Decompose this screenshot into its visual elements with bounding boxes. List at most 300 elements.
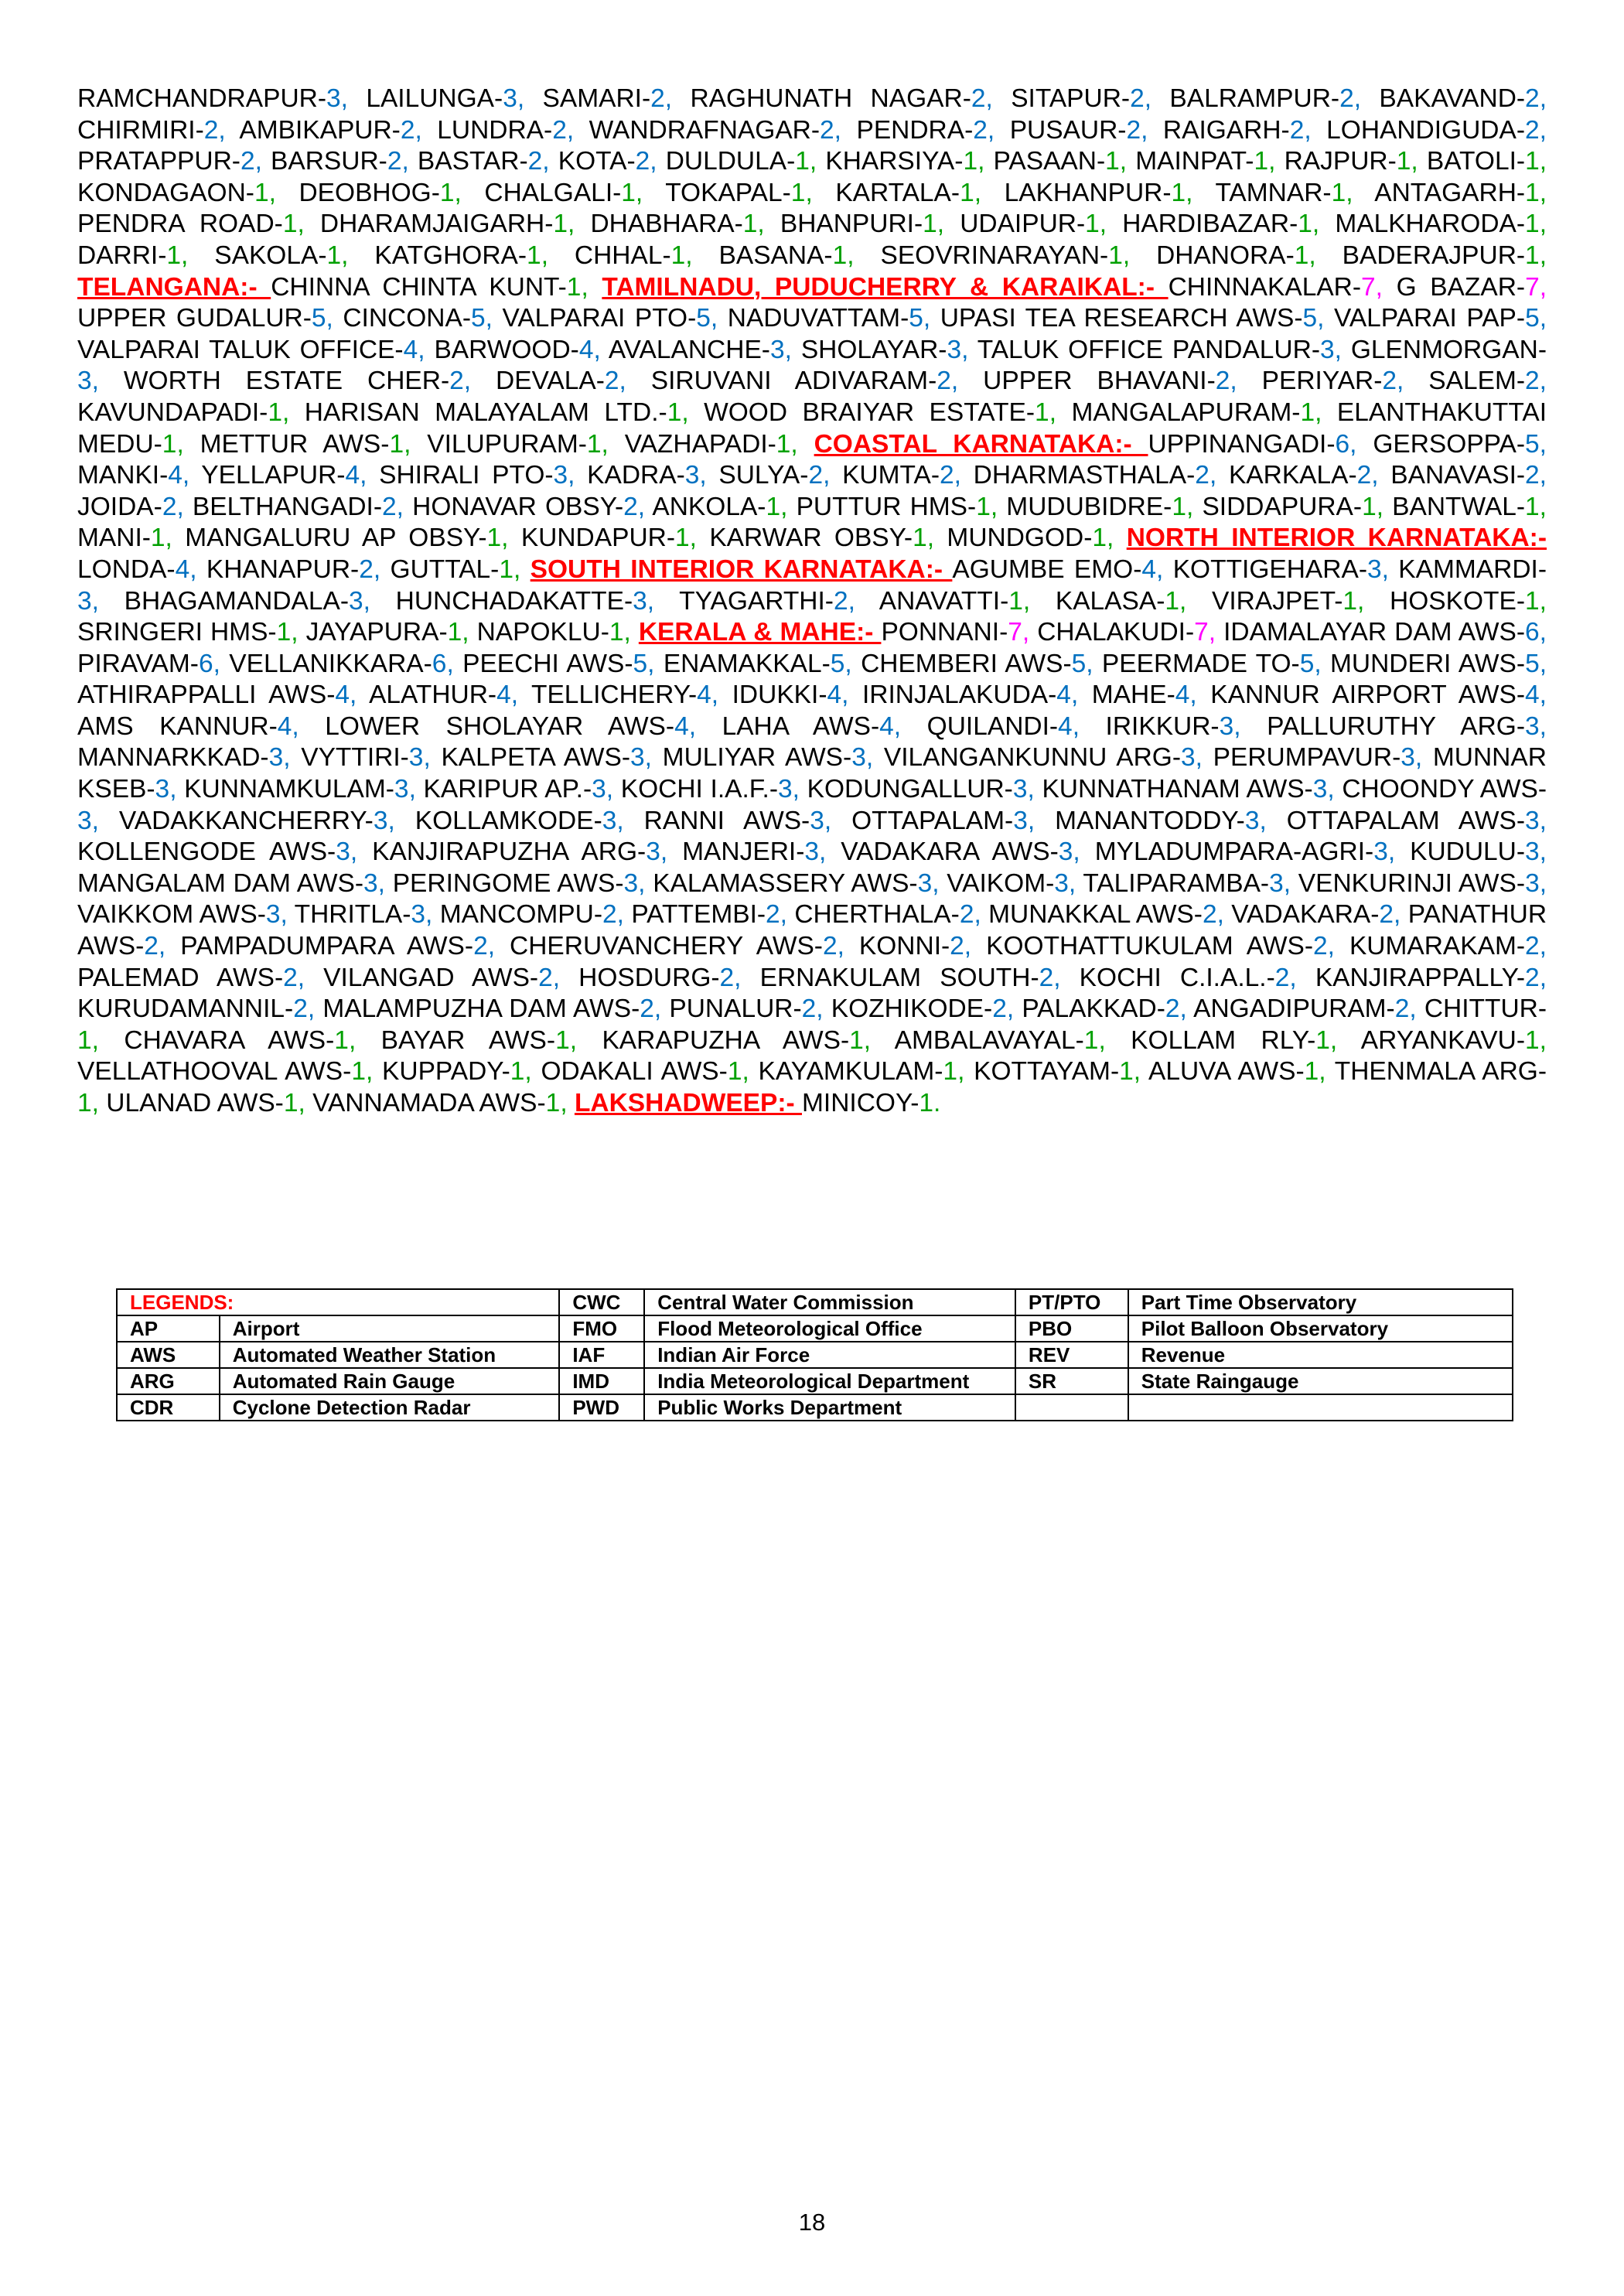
rainfall-value: 1 [727,1057,742,1087]
rainfall-value: 1 [510,1057,525,1087]
rainfall-value: 3 [373,806,388,835]
station-entry [271,147,401,176]
rainfall-value: 2 [635,147,650,176]
station-name: VELLATHOOVAL AWS- [77,1057,352,1087]
station-name: PALAKKAD- [1022,994,1165,1024]
rainfall-value: 1 [1304,1057,1319,1087]
station-entry [393,869,638,898]
station-entry [1156,241,1308,270]
rainfall-value: 1 [1300,397,1315,427]
station-name: PANATHUR AWS- [77,900,1547,961]
station-entry [1006,493,1186,521]
station-entry [974,461,1209,490]
station-name: OTTAPALAM- [851,806,1014,835]
station-entry [856,116,987,145]
station-entry [881,618,1022,646]
legend-abbr: ARG [117,1368,220,1394]
station-entry [1010,116,1141,145]
station-name: DHANORA- [1156,241,1295,270]
rainfall-value: 3 [630,743,645,773]
station-entry [427,430,601,459]
rainfall-value: 3 [684,461,700,490]
rainfall-value: 2 [820,115,834,145]
station-entry [229,650,446,678]
station-entry [312,1089,560,1117]
station-name: MINICOY- [801,1089,919,1117]
rainfall-value: 3 [77,586,92,616]
station-name: CINCONA- [343,304,471,333]
station-name: SULYA- [718,461,809,490]
station-entry [77,304,326,333]
station-name: CHAVARA AWS- [124,1025,335,1055]
station-entry [859,932,964,960]
station-name: RAIGARH- [1162,115,1290,145]
station-name: IRIKKUR- [1105,711,1220,741]
station-name: VALPARAI TALUK OFFICE- [77,335,404,364]
station-name: KARTALA- [835,178,960,207]
station-name: VAIKOM- [947,868,1055,898]
rainfall-value: 1 [674,524,690,553]
station-name: AMBIKAPUR- [239,115,401,145]
station-name: MYLADUMPARA-AGRI- [1094,838,1374,867]
rainfall-value: 1 [849,1025,864,1055]
station-entry [1428,367,1539,395]
station-entry [994,147,1120,176]
station-name: BARSUR- [271,147,387,176]
station-entry [1213,743,1415,772]
station-name: TALIPARAMBA- [1083,868,1270,898]
station-entry [1055,807,1259,835]
station-entry [732,681,842,709]
station-entry [895,1026,1099,1055]
rainfall-value: 3 [1054,868,1069,898]
station-name: KURUDAMANNIL- [77,994,294,1024]
station-entry [1315,964,1540,992]
rainfall-value: 2 [992,994,1007,1024]
station-entry [841,838,1073,866]
station-name: SHIRALI PTO- [379,461,554,490]
rainfall-value: 7 [1194,618,1209,647]
station-entry [418,147,542,176]
rainfall-value: 4 [277,711,292,741]
station-name: AMBALAVAYAL- [894,1025,1084,1055]
station-name: KOZHIKODE- [831,994,993,1024]
station-entry [462,650,647,678]
legend-desc: Central Water Commission [644,1289,1015,1315]
station-name: SALEM- [1428,367,1526,396]
station-name: QUILANDI- [926,711,1059,741]
rainfall-value: 2 [283,963,298,992]
legend-abbr: IAF [559,1342,644,1368]
station-name: LAHA AWS- [722,711,880,741]
rainfall-value: 4 [1525,681,1540,710]
station-entry [1071,398,1315,427]
station-name: BATOLI- [1426,147,1526,176]
rainfall-value: 3 [265,900,281,930]
station-name: DEOBHOG- [299,178,440,207]
station-entry [1231,900,1394,929]
station-name: PASAAN- [993,147,1106,176]
rainfall-value: 5 [909,304,923,333]
station-entry [974,1057,1134,1086]
station-entry [1379,84,1539,113]
station-entry [862,681,1071,709]
rainfall-value: 4 [1175,681,1190,710]
station-name: ELANTHAKUTTAI MEDU- [77,397,1547,459]
rainfall-value: 1 [1171,178,1186,207]
station-entry [1210,681,1539,709]
station-entry [531,681,711,709]
rainfall-value: 1 [447,618,462,647]
station-entry [947,869,1069,898]
station-name: ANAVATTI- [879,586,1009,616]
station-name: KARAPUZHA AWS- [602,1025,850,1055]
station-name: BARWOOD- [434,335,579,364]
rainfall-value: 3 [1012,775,1028,804]
rainfall-value: 2 [719,963,735,992]
station-name: KANNUR AIRPORT AWS- [1210,681,1526,710]
station-name: THENMALA ARG- [1334,1057,1547,1087]
station-entry [589,116,834,145]
rainfall-value: 3 [1013,806,1028,835]
station-name: KARWAR OBSY- [709,524,913,553]
rainfall-value: 3 [592,775,606,804]
station-name: VILANGANKUNNU ARG- [883,743,1181,773]
legend-desc: Flood Meteorological Office [644,1315,1015,1342]
station-entry [780,210,937,238]
station-entry [1334,304,1540,333]
station-name: VIRAJPET- [1212,586,1343,616]
station-name: CHERTHALA- [794,900,960,930]
station-entry [663,743,866,772]
rainfall-value: 5 [1299,649,1315,678]
station-entry [496,367,619,395]
rainfall-value: 2 [359,554,374,584]
station-name: TELLICHERY- [531,681,698,710]
station-entry [77,461,183,490]
station-name: MANJERI- [682,838,805,867]
station-name: BANAVASI- [1390,461,1526,490]
station-name: VADAKKANCHERRY- [118,806,374,835]
legend-desc: Public Works Department [644,1394,1015,1421]
rainfall-value: 4 [345,461,360,490]
station-name: HARDIBAZAR- [1122,210,1298,239]
station-entry [299,179,454,207]
station-entry [831,994,1007,1023]
rainfall-value: 1 [1105,147,1120,176]
station-entry [1298,869,1540,898]
station-name: PERUMPAVUR- [1213,743,1401,773]
rainfall-value: 5 [1525,649,1540,678]
rainfall-value: 1 [609,618,624,647]
station-name: KOLLAMKODE- [415,806,602,835]
station-entry [1349,932,1540,960]
station-entry [125,587,363,616]
rainfall-value: 1 [1525,1025,1540,1055]
station-entry [343,304,485,333]
station-entry [1374,179,1539,207]
station-name: VANNAMADA AWS- [312,1089,546,1117]
rainfall-value: 1 [670,241,686,270]
station-name: KUNNAMKULAM- [184,775,394,804]
station-entry [1092,681,1190,709]
station-entry [842,461,954,490]
legend-desc: State Raingauge [1128,1368,1513,1394]
station-entry [77,336,418,364]
rainfall-value: 6 [198,649,213,678]
legend-desc: Automated Weather Station [220,1342,560,1368]
station-entry [180,932,488,960]
station-name: THRITLA- [294,900,411,930]
station-name: KOCHI I.A.F.- [620,775,778,804]
rainfall-value: 1 [527,241,541,270]
station-entry [625,430,791,459]
station-name: VAIKKOM AWS- [77,900,266,930]
rainfall-value: 7 [1008,618,1022,647]
station-name: GUTTAL- [390,554,500,584]
station-name: VADAKARA- [1231,900,1380,930]
station-name: PRATAPPUR- [77,147,241,176]
station-entry [1287,807,1540,835]
station-name: BHAGAMANDALA- [124,586,350,616]
station-name: DARRI- [77,241,167,270]
station-name: UPPER BHAVANI- [983,367,1216,396]
station-entry [77,524,165,552]
station-name: AMS KANNUR- [77,711,278,741]
station-entry [77,650,213,678]
station-entry [621,775,793,803]
station-entry [200,430,404,459]
rainfall-value: 2 [552,115,567,145]
station-entry [1229,461,1371,490]
station-entry [437,116,567,145]
rainfall-value: 2 [203,115,219,145]
rainfall-value: 2 [449,367,464,396]
rainfall-value: 4 [1058,711,1073,741]
rainfall-value: 1 [976,492,991,521]
station-name: KOTTAYAM- [974,1057,1120,1087]
station-entry [835,179,974,207]
rainfall-value: 1 [499,554,513,584]
rainfall-value: 2 [400,115,415,145]
station-name: SRINGERI HMS- [77,618,277,647]
rainfall-value: 2 [650,84,665,113]
rainfall-value: 1 [1083,1025,1099,1055]
station-entry [325,712,688,741]
station-name: RAGHUNATH NAGAR- [690,84,971,113]
rainfall-value: 2 [1394,994,1410,1024]
legend-desc [1128,1394,1513,1421]
legend-desc: Automated Rain Gauge [220,1368,560,1394]
rainfall-value: 3 [77,367,92,396]
station-entry [77,743,283,772]
rainfall-value: 1 [283,1089,299,1117]
station-entry [709,524,926,552]
station-name: DHARMASTHALA- [973,461,1196,490]
station-name: BHANPURI- [780,210,923,239]
station-entry [1390,587,1540,616]
legend-abbr: REV [1015,1342,1128,1368]
rainfall-value: 1 [832,241,848,270]
rainfall-value: 1 [166,241,182,270]
station-entry [631,900,780,929]
station-name: PONNANI- [881,618,1008,647]
station-entry [960,210,1100,238]
rainfall-value: 2 [808,461,824,490]
legend-table [116,1288,1513,1421]
station-name: LAKHANPUR- [1004,178,1172,207]
station-name: MANANTODDY- [1055,806,1245,835]
station-name: PUNALUR- [669,994,802,1024]
rainfall-value: 3 [503,84,517,113]
legend-abbr: CWC [559,1289,644,1315]
rainfall-value: 1 [621,178,636,207]
station-name: MAHE- [1091,681,1175,710]
station-name: VYTTIRI- [301,743,409,773]
legend-desc: Indian Air Force [644,1342,1015,1368]
rainfall-station-list: RAMCHANDRAPUR-3, LAILUNGA-3, SAMARI-2, RAGHUNATH NAGAR-2, SITAPUR-2, BALRAMPUR-2, BAKAVAND-2, CHIRMIRI-2, AMBIKAPUR-2, LUNDRA-2, WANDRAFNAGAR-2, PENDRA-2, PUSAUR-2, RAIGARH-2, LOHANDIGUDA-2, PRATAPPUR-2, BARSUR-2, BASTAR-2, KOTA-2, DULDULA-1, KHARSIYA-1, PASAAN-1, MAINPAT-1, RAJPUR-1, BATOLI-1, KONDAGAON-1, DEOBHOG-1, CHALGALI-1, TOKAPAL-1, KARTALA-1, LAKHANPUR-1, TAMNAR-1, ANTAGARH-1, PENDRA ROAD-1, DHARAMJAIGARH-1, DHABHARA-1, BHANPURI-1, UDAIPUR-1, HARDIBAZAR-1, MALKHARODA-1, DARRI-1, SAKOLA-1, KATGHORA-1, CHHAL-1, BASANA-1, SEOVRINARAYAN-1, DHANORA-1, BADERAJPUR-1, TELANGANA:- CHINNA CHINTA KUNT-1, TAMILNADU, PUDUCHERRY & KARAIKAL:- CHINNAKALAR-7, G BAZAR-7, UPPER GUDALUR-5, CINCONA-5, VALPARAI PTO-5, NADUVATTAM-5, UPASI TEA RESEARCH AWS-5, VALPARAI PAP-5, VALPARAI TALUK OFFICE-4, BARWOOD-4, AVALANCHE-3, SHOLAYAR-3, TALUK OFFICE PANDALUR-3, GLENMORGAN-3, WORTH ESTATE CHER-2, DEVALA-2, SIRUVANI ADIVARAM-2, UPPER BHAVANI-2, PERIYAR-2, SALEM-2, KAVUNDAPADI-1, HARISAN MALAYALAM LTD.-1, WOOD BRAIYAR ESTATE-1, MANGALAPURAM-1, ELANTHAKUTTAI MEDU-1, METTUR AWS-1, VILUPURAM-1, VAZHAPADI-1, COASTAL KARNATAKA:- UPPINANGADI-6, GERSOPPA-5, MANKI-4, YELLAPUR-4, SHIRALI PTO-3, KADRA-3, SULYA-2, KUMTA-2, DHARMASTHALA-2, KARKALA-2, BANAVASI-2, JOIDA-2, BELTHANGADI-2, HONAVAR OBSY-2, ANKOLA-1, PUTTUR HMS-1, MUDUBIDRE-1, SIDDAPURA-1, BANTWAL-1, MANI-1, MANGALURU AP OBSY-1, KUNDAPUR-1, KARWAR OBSY-1, MUNDGOD-1, NORTH INTERIOR KARNATAKA:- LONDA-4, KHANAPUR-2, GUTTAL-1, SOUTH INTERIOR KARNATAKA:- AGUMBE EMO-4, KOTTIGEHARA-3, KAMMARDI-3, BHAGAMANDALA-3, HUNCHADAKATTE-3, TYAGARTHI-2, ANAVATTI-1, KALASA-1, VIRAJPET-1, HOSKOTE-1, SRINGERI HMS-1, JAYAPURA-1, NAPOKLU-1, KERALA & MAHE:- PONNANI-7, CHALAKUDI-7, IDAMALAYAR DAM AWS-6, PIRAVAM-6, VELLANIKKARA-6, PEECHI AWS-5, ENAMAKKAL-5, CHEMBERI AWS-5, PEERMADE TO-5, MUNDERI AWS-5, ATHIRAPPALLI AWS-4, ALATHUR-4, TELLICHERY-4, IDUKKI-4, IRINJALAKUDA-4, MAHE-4, KANNUR AIRPORT AWS-4, AMS KANNUR-4, LOWER SHOLAYAR AWS-4, LAHA AWS-4, QUILANDI-4, IRIKKUR-3, PALLURUTHY ARG-3, MANNARKKAD-3, VYTTIRI-3, KALPETA AWS-3, MULIYAR AWS-3, VILANGANKUNNU ARG-3, PERUMPAVUR-3, MUNNAR KSEB-3, KUNNAMKULAM-3, KARIPUR AP.-3, KOCHI I.A.F.-3, KODUNGALLUR-3, KUNNATHANAM AWS-3, CHOONDY AWS-3, VADAKKANCHERRY-3, KOLLAMKODE-3, RANNI AWS-3, OTTAPALAM-3, MANANTODDY-3, OTTAPALAM AWS-3, KOLLENGODE AWS-3, KANJIRAPUZHA ARG-3, MANJERI-3, VADAKARA AWS-3, MYLADUMPARA-AGRI-3, KUDULU-3, MANGALAM DAM AWS-3, PERINGOME AWS-3, KALAMASSERY AWS-3, VAIKOM-3, TALIPARAMBA-3, VENKURINJI AWS-3, VAIKKOM AWS-3, THRITLA-3, MANCOMPU-2, PATTEMBI-2, CHERTHALA-2, MUNAKKAL AWS-2, VADAKARA-2, PANATHUR AWS-2, PAMPADUMPARA AWS-2, CHERUVANCHERY AWS-2, KONNI-2, KOOTHATTUKULAM AWS-2, KUMARAKAM-2, PALEMAD AWS-2, VILANGAD AWS-2, HOSDURG-2, ERNAKULAM SOUTH-2, KOCHI C.I.A.L.-2, KANJIRAPPALLY-2, KURUDAMANNIL-2, MALAMPUZHA DAM AWS-2, PUNALUR-2, KOZHIKODE-2, PALAKKAD-2, ANGADIPURAM-2, CHITTUR-1, CHAVARA AWS-1, BAYAR AWS-1, KARAPUZHA AWS-1, AMBALAVAYAL-1, KOLLAM RLY-1, ARYANKAVU-1, VELLATHOOVAL AWS-1, KUPPADY-1, ODAKALI AWS-1, KAYAMKULAM-1, KOTTAYAM-1, ALUVA AWS-1, THENMALA ARG-1, ULANAD AWS-1, VANNAMADA AWS-1, LAKSHADWEEP:- MINICOY-1. [77,84,1547,1117]
station-name: IDUKKI- [732,681,827,710]
station-name: ATHIRAPPALLI AWS- [77,681,336,710]
station-entry [214,241,341,270]
station-entry [722,712,894,741]
station-name: METTUR AWS- [200,429,390,459]
station-entry [977,336,1335,364]
rainfall-value: 3 [1058,838,1073,867]
station-entry [719,241,848,270]
rainfall-value: 2 [1339,84,1354,113]
rainfall-value: 3 [1319,335,1335,364]
rainfall-value: 2 [1039,963,1054,992]
station-entry [718,461,823,490]
station-name: JOIDA- [77,492,162,521]
legend-abbr: FMO [559,1315,644,1342]
rainfall-value: 3 [851,743,866,773]
rainfall-value: 2 [940,461,954,490]
station-entry [664,650,845,678]
rainfall-value: 1 [1165,586,1180,616]
rainfall-value: 2 [833,586,848,616]
rainfall-value: 2 [950,932,964,961]
station-name: WANDRAFNAGAR- [589,115,821,145]
station-name: HARISAN MALAYALAM LTD.- [304,397,667,427]
station-name: HOSDURG- [578,963,720,992]
station-name: VILUPURAM- [427,429,587,459]
station-entry [541,1057,742,1086]
station-entry [441,743,644,772]
rainfall-value: 2 [822,932,838,961]
station-name: LUNDRA- [437,115,553,145]
rainfall-value: 3 [778,775,793,804]
station-name: CHALGALI- [484,178,622,207]
station-entry [77,241,181,270]
station-name: HOSKOTE- [1390,586,1525,616]
rainfall-value: 4 [496,681,511,710]
rainfall-value: 1 [1315,1025,1330,1055]
station-entry [880,241,1122,270]
station-entry [184,775,408,803]
station-name: PALLURUTHY ARG- [1267,711,1525,741]
rainfall-value: 3 [1373,838,1388,867]
rainfall-value: 3 [1366,554,1382,584]
station-entry [1106,712,1234,741]
station-entry [759,1057,958,1086]
rainfall-value: 1 [162,429,177,459]
station-entry [305,398,682,427]
station-name: PALEMAD AWS- [77,963,284,992]
rainfall-value: 1 [268,397,282,427]
rainfall-value: 3 [1244,806,1260,835]
station-name: KAVUNDAPADI- [77,397,268,427]
legend-abbr [1015,1394,1128,1421]
station-name: PAMPADUMPARA AWS- [180,932,474,961]
rainfall-value: 1 [1119,1057,1134,1087]
station-name: ENAMAKKAL- [663,649,831,678]
legend-desc: Cyclone Detection Radar [220,1394,560,1421]
station-name: UDAIPUR- [960,210,1086,239]
station-entry [728,304,923,333]
station-entry [374,241,541,270]
rainfall-value: 1 [943,1057,958,1087]
rainfall-value: 1 [790,178,806,207]
station-entry [124,367,464,395]
station-entry [1335,210,1539,238]
rainfall-value: 1 [919,1089,934,1117]
page-number: 18 [798,2209,826,2236]
rainfall-value: 3 [917,868,933,898]
station-name: MALKHARODA- [1335,210,1526,239]
station-entry [669,994,816,1023]
rainfall-value: 3 [1524,711,1540,741]
rainfall-value: 5 [471,304,486,333]
rainfall-value: 2 [602,900,617,930]
rainfall-value: 3 [1525,806,1540,835]
station-entry [590,210,757,238]
station-name: KUPPADY- [382,1057,510,1087]
station-entry [502,304,710,333]
station-name: BANTWAL- [1392,492,1526,521]
station-entry [1042,775,1327,803]
station-name: LOHANDIGUDA- [1326,115,1526,145]
station-entry [77,116,218,145]
station-name: CHIRMIRI- [77,115,204,145]
station-entry [1330,650,1540,678]
station-name: MANI- [77,524,151,553]
rainfall-value: 6 [1335,429,1350,459]
station-name: IRINJALAKUDA- [861,681,1057,710]
station-name: RAMCHANDRAPUR- [77,84,326,113]
station-entry [484,179,636,207]
station-name: KUMTA- [842,461,940,490]
rainfall-value: 2 [1525,84,1540,113]
station-entry [602,1026,863,1055]
station-name: HONAVAR OBSY- [412,492,624,521]
station-name: PERIYAR- [1261,367,1383,396]
station-entry [952,555,1156,584]
station-name: ANTAGARH- [1374,178,1526,207]
rainfall-value: 4 [1056,681,1071,710]
station-entry [320,210,568,238]
station-name: CHINNA CHINTA KUNT- [271,272,567,302]
rainfall-value: 3 [1269,868,1284,898]
station-entry [185,524,501,552]
rainfall-value: 4 [879,711,894,741]
rainfall-value: 3 [646,838,660,867]
station-name: NAPOKLU- [476,618,609,647]
rainfall-value: 2 [473,932,488,961]
rainfall-value: 1 [334,1025,349,1055]
station-name: SIDDAPURA- [1202,492,1363,521]
